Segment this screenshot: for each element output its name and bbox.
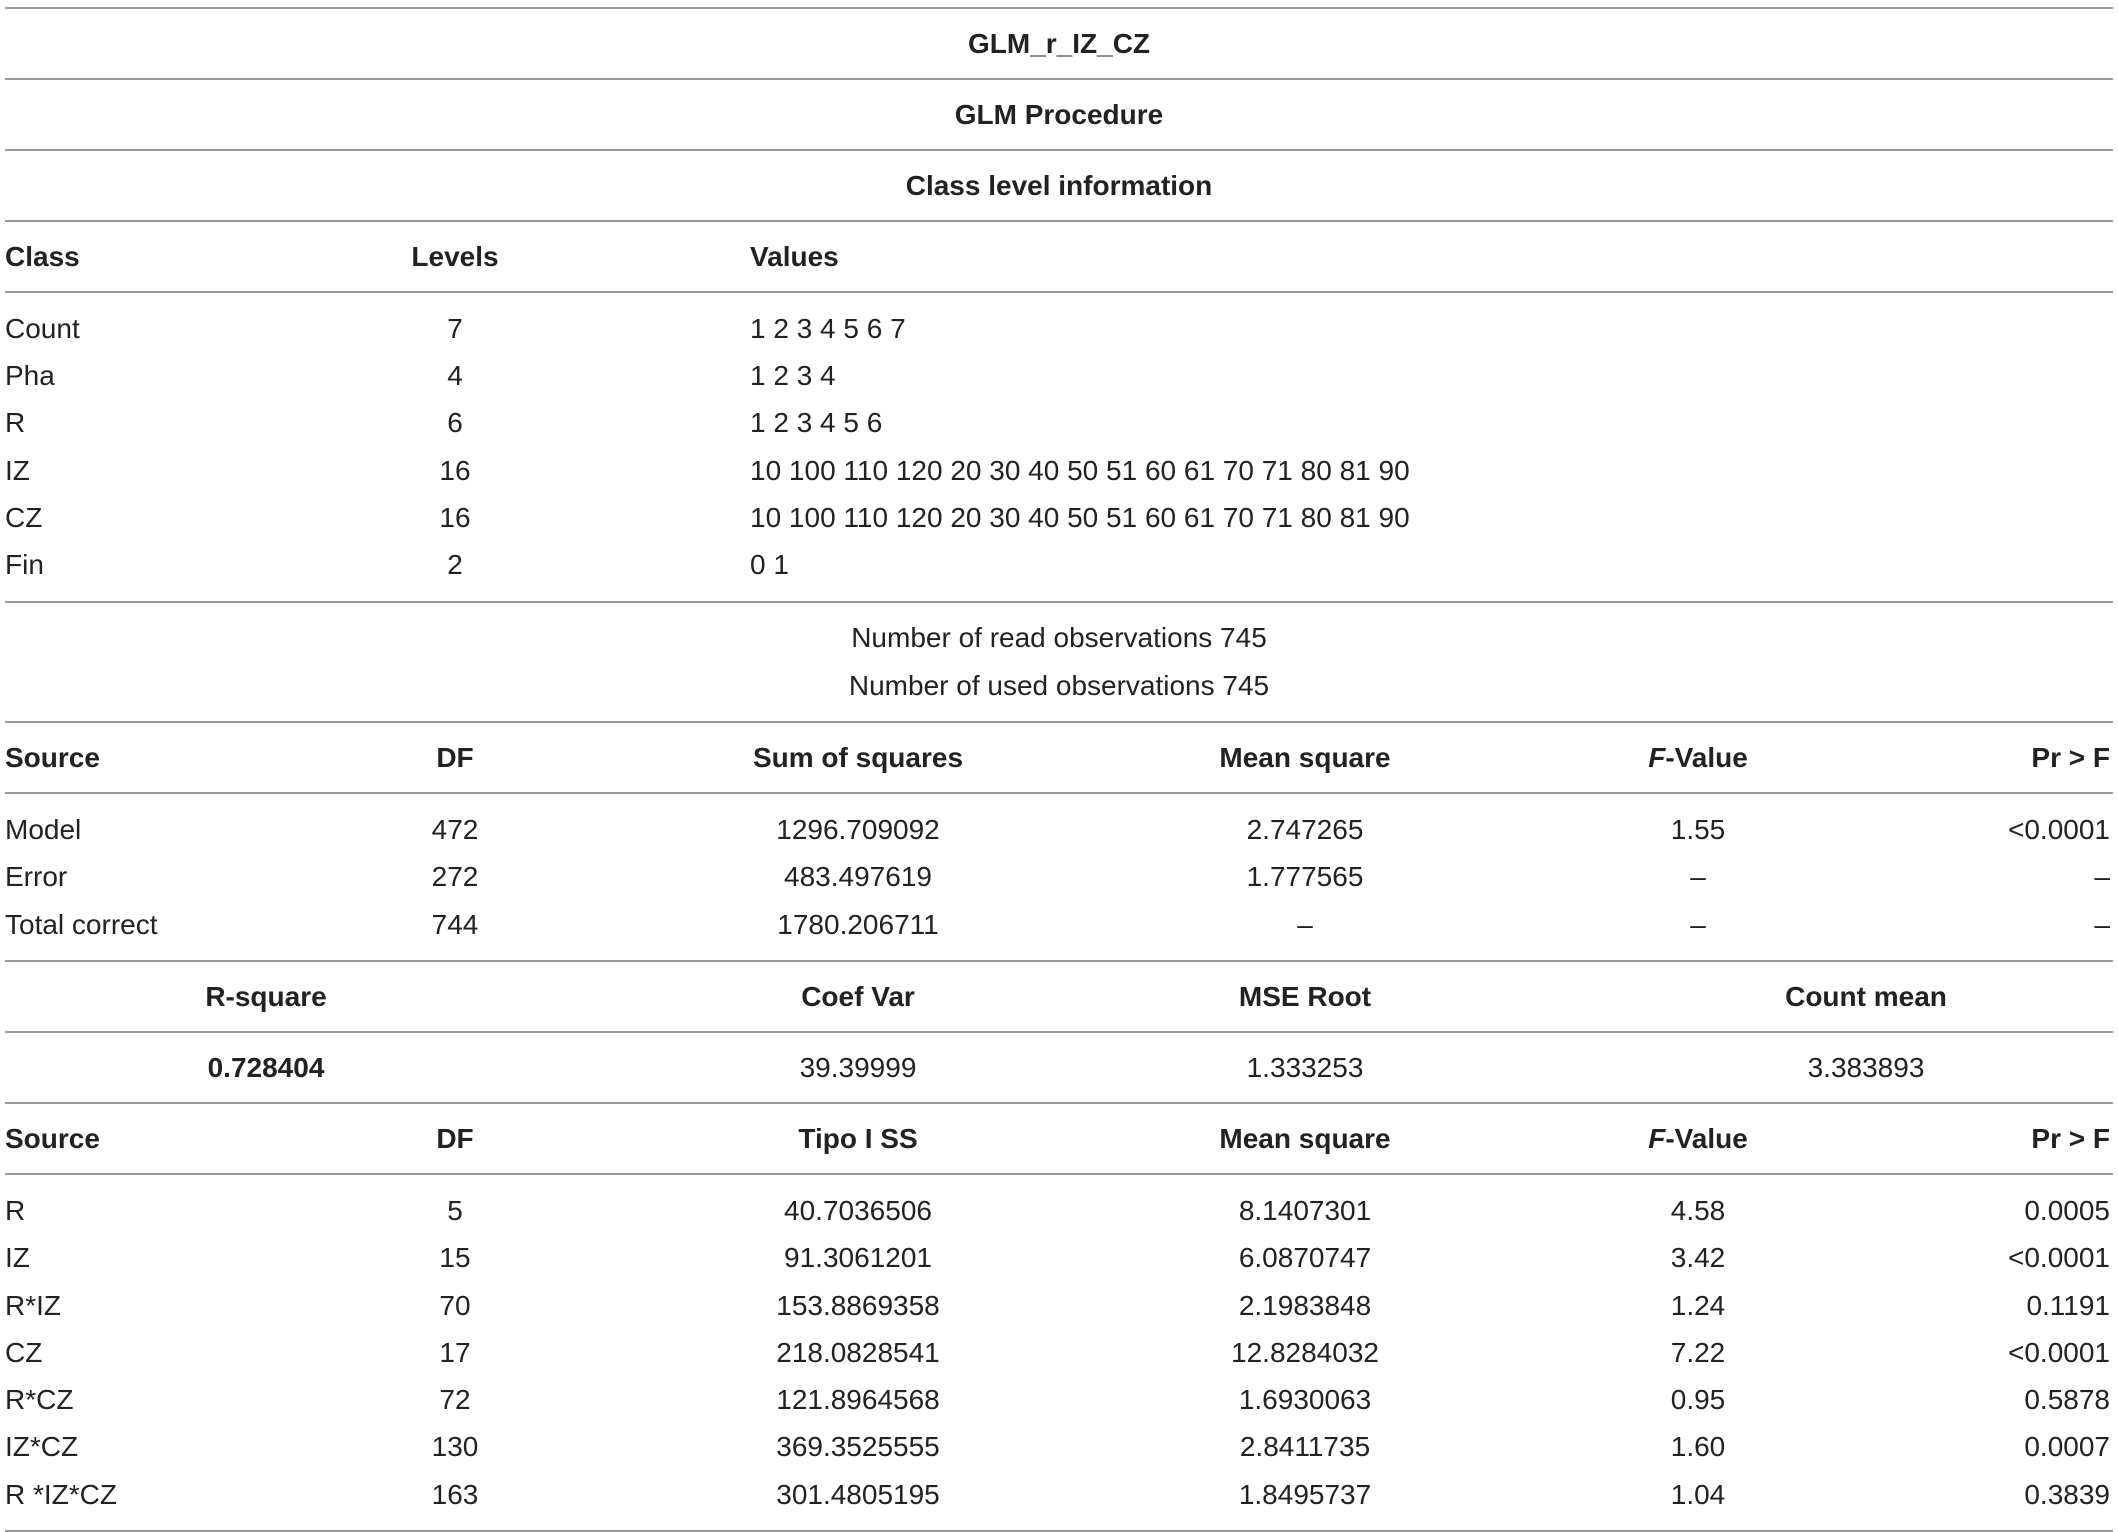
mean-square: 1.8495737: [1238, 1478, 1372, 1510]
f-value: 1.55: [1670, 814, 1726, 846]
df: 72: [439, 1384, 471, 1416]
header-r-square: R-square: [205, 980, 327, 1012]
f-italic: F: [1648, 1122, 1666, 1154]
df: 70: [439, 1289, 471, 1321]
p-value: –: [2094, 861, 2110, 893]
fit-values-row: [5, 1033, 2113, 1104]
procedure-row: [5, 80, 2113, 151]
p-value: 0.5878: [2024, 1384, 2110, 1416]
class-levels: 4: [447, 359, 463, 391]
class-section-title: Class level information: [905, 169, 1213, 201]
f-value: 4.58: [1670, 1194, 1726, 1226]
class-header-row: [5, 222, 2113, 293]
sum-of-squares: 369.3525555: [776, 1431, 940, 1463]
table-row: [5, 1282, 2113, 1329]
class-values: 10 100 110 120 20 30 40 50 51 60 61 70 71 80 81 90: [750, 454, 1410, 486]
observations-block: [5, 603, 2113, 724]
f-italic: F: [1648, 741, 1666, 773]
source: Model: [5, 814, 82, 846]
f-value: 1.60: [1670, 1431, 1726, 1463]
source: IZ*CZ: [5, 1431, 79, 1463]
p-value: 0.0005: [2024, 1194, 2110, 1226]
table-row: [5, 1376, 2113, 1423]
mean-square: 2.8411735: [1239, 1431, 1371, 1463]
header-mse-root: MSE Root: [1238, 980, 1372, 1012]
mean-square: 1.777565: [1246, 861, 1364, 893]
mean-square: 12.8284032: [1231, 1336, 1379, 1368]
p-value: <0.0001: [2008, 1336, 2110, 1368]
source: R *IZ*CZ: [5, 1478, 117, 1510]
glm-results-table: [5, 7, 2113, 1532]
class-name: IZ: [5, 454, 30, 486]
sum-of-squares: 483.497619: [784, 861, 932, 893]
class-values: 0 1: [750, 549, 789, 581]
df: 17: [439, 1336, 471, 1368]
table-row: [5, 305, 2113, 352]
mean-square: 8.1407301: [1238, 1194, 1372, 1226]
df: 744: [431, 908, 479, 940]
f-value-suffix: -Value: [1665, 1122, 1748, 1154]
mse-root-value: 1.333253: [1246, 1051, 1364, 1083]
header-f-value: [1648, 742, 1748, 774]
source: R: [5, 1194, 26, 1226]
table-row: [5, 806, 2113, 853]
header-coef-var: Coef Var: [801, 980, 915, 1012]
procedure-title: GLM Procedure: [954, 98, 1164, 130]
df: 130: [431, 1431, 479, 1463]
p-value: 0.1191: [2026, 1289, 2110, 1321]
anova-header-row: [5, 723, 2113, 794]
sum-of-squares: 153.8869358: [776, 1289, 940, 1321]
mean-square: –: [1297, 908, 1313, 940]
table-title-row: [5, 9, 2113, 80]
class-values: 1 2 3 4 5 6: [750, 407, 883, 439]
header-df: DF: [436, 741, 474, 773]
table-row: [5, 1187, 2113, 1234]
df: 272: [431, 861, 479, 893]
f-value: 3.42: [1670, 1242, 1726, 1274]
table-row: [5, 352, 2113, 399]
type1-header-row: [5, 1104, 2113, 1175]
anova-rows: [5, 794, 2113, 962]
class-levels: 16: [439, 454, 471, 486]
type1-rows: [5, 1175, 2113, 1532]
sum-of-squares: 1780.206711: [777, 908, 939, 940]
table-row: [5, 1471, 2113, 1518]
source: CZ: [5, 1336, 43, 1368]
table-row: [5, 494, 2113, 541]
p-value: <0.0001: [2008, 1242, 2110, 1274]
class-name: R: [5, 407, 26, 439]
class-name: Pha: [5, 359, 55, 391]
class-name: Count: [5, 312, 80, 344]
class-values: 10 100 110 120 20 30 40 50 51 60 61 70 71 80 81 90: [750, 501, 1410, 533]
header-f-value: [1648, 1123, 1748, 1155]
count-mean-value: 3.383893: [1807, 1051, 1925, 1083]
table-row: [5, 901, 2113, 948]
header-mean-square: Mean square: [1219, 741, 1391, 773]
f-value: 1.24: [1670, 1289, 1726, 1321]
sum-of-squares: 91.3061201: [784, 1242, 932, 1274]
header-source: Source: [5, 1122, 100, 1154]
df: 472: [431, 814, 479, 846]
class-section-row: [5, 151, 2113, 222]
class-levels: 6: [447, 407, 463, 439]
class-values: 1 2 3 4 5 6 7: [750, 312, 906, 344]
f-value: 7.22: [1670, 1336, 1726, 1368]
f-value-suffix: -Value: [1665, 741, 1748, 773]
class-values: 1 2 3 4: [750, 359, 836, 391]
df: 15: [439, 1242, 471, 1274]
source: R*CZ: [5, 1384, 74, 1416]
table-row: [5, 1424, 2113, 1471]
header-ss: Tipo I SS: [798, 1122, 918, 1154]
f-value: 1.04: [1670, 1478, 1726, 1510]
header-count-mean: Count mean: [1785, 980, 1947, 1012]
table-row: [5, 447, 2113, 494]
mean-square: 2.1983848: [1238, 1289, 1372, 1321]
read-observations: Number of read observations 745: [851, 622, 1267, 654]
header-values: Values: [750, 240, 839, 272]
p-value: 0.0007: [2024, 1431, 2110, 1463]
table-row: [5, 854, 2113, 901]
mean-square: 6.0870747: [1238, 1242, 1372, 1274]
table-row: [5, 541, 2113, 588]
class-levels: 16: [439, 501, 471, 533]
df: 5: [447, 1194, 463, 1226]
class-name: CZ: [5, 501, 43, 533]
header-pr-f: Pr > F: [2031, 741, 2110, 773]
header-df: DF: [436, 1122, 474, 1154]
sum-of-squares: 1296.709092: [776, 814, 940, 846]
sum-of-squares: 301.4805195: [776, 1478, 940, 1510]
sum-of-squares: 121.8964568: [776, 1384, 940, 1416]
source: IZ: [5, 1242, 30, 1274]
used-observations: Number of used observations 745: [848, 669, 1270, 701]
header-levels: Levels: [411, 240, 499, 272]
p-value: <0.0001: [2008, 814, 2110, 846]
source: Error: [5, 861, 68, 893]
f-value: –: [1690, 908, 1706, 940]
table-row: [5, 1329, 2113, 1376]
sum-of-squares: 218.0828541: [776, 1336, 940, 1368]
mean-square: 1.6930063: [1238, 1384, 1372, 1416]
class-levels: 2: [447, 549, 463, 581]
header-class: Class: [5, 240, 80, 272]
table-row: [5, 400, 2113, 447]
p-value: 0.3839: [2024, 1478, 2110, 1510]
header-mean-square: Mean square: [1219, 1122, 1391, 1154]
class-rows: [5, 293, 2113, 603]
fit-header-row: [5, 962, 2113, 1033]
r-square-value: 0.728404: [207, 1051, 325, 1083]
class-name: Fin: [5, 549, 44, 581]
header-ss: Sum of squares: [752, 741, 964, 773]
p-value: –: [2094, 908, 2110, 940]
f-value: –: [1690, 861, 1706, 893]
table-row: [5, 1235, 2113, 1282]
source: Total correct: [5, 908, 158, 940]
f-value: 0.95: [1670, 1384, 1726, 1416]
mean-square: 2.747265: [1246, 814, 1364, 846]
table-title: GLM_r_IZ_CZ: [967, 27, 1151, 59]
df: 163: [431, 1478, 479, 1510]
header-pr-f: Pr > F: [2031, 1122, 2110, 1154]
class-levels: 7: [447, 312, 463, 344]
header-source: Source: [5, 741, 100, 773]
coef-var-value: 39.39999: [799, 1051, 917, 1083]
sum-of-squares: 40.7036506: [784, 1194, 932, 1226]
source: R*IZ: [5, 1289, 61, 1321]
